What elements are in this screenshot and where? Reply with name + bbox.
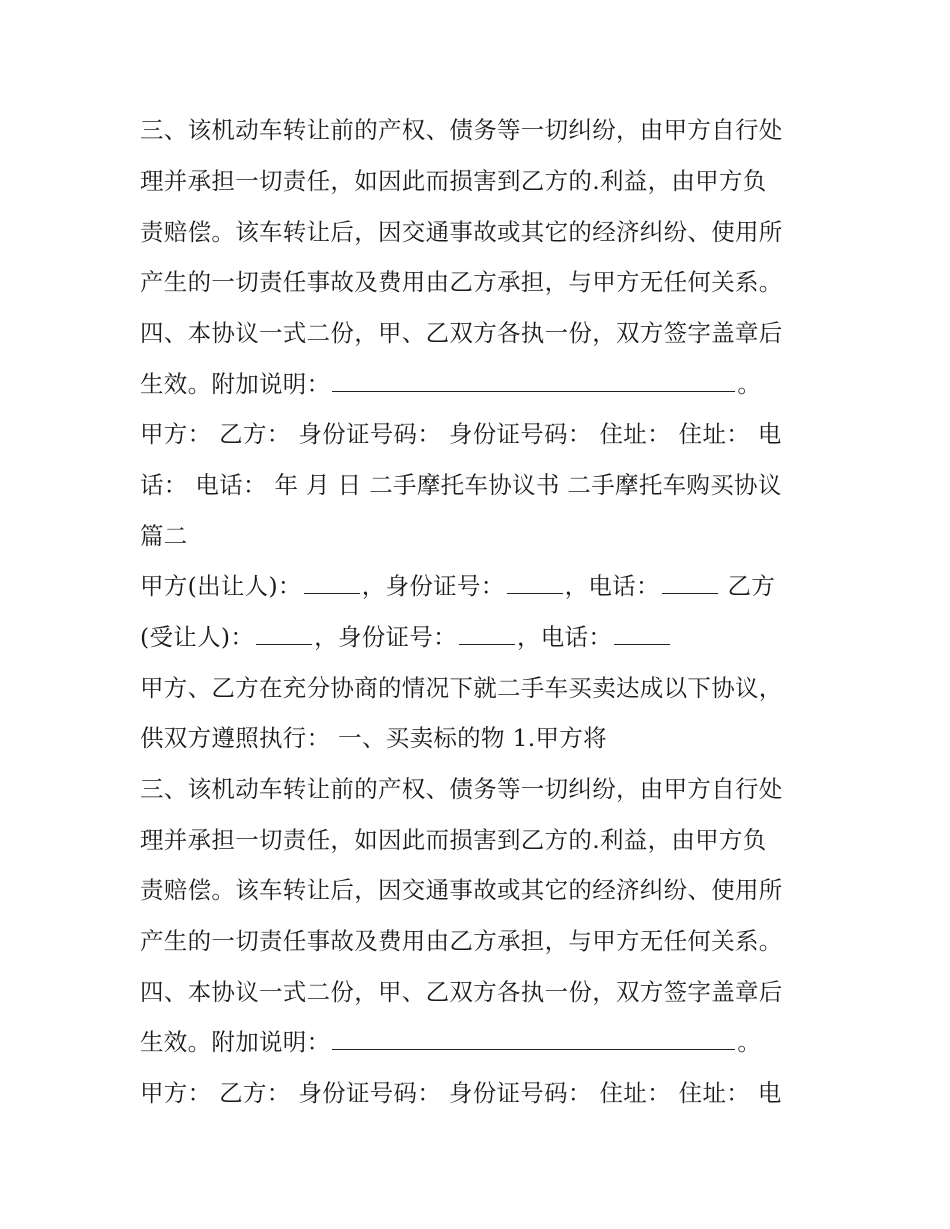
buyer-info-line bbox=[140, 617, 820, 657]
additional-notes-blank[interactable] bbox=[332, 1023, 735, 1050]
signature-fields-line-1: 甲方： 乙方： 身份证号码： 身份证号码： 住址： 住址： 电 bbox=[140, 420, 782, 448]
additional-notes-period: 。 bbox=[737, 370, 762, 398]
agreement-intro-line-1: 甲方、乙方在充分协商的情况下就二手车买卖达成以下协议， bbox=[140, 674, 783, 702]
clause-3-repeat-line-1: 三、该机动车转让前的产权、债务等一切纠纷，由甲方自行处 bbox=[140, 775, 783, 803]
seller-id-label: ，身份证号： bbox=[361, 572, 505, 600]
clause-4-line-1: 四、本协议一式二份，甲、乙双方各执一份，双方签字盖章后 bbox=[140, 319, 783, 347]
clause-3-repeat-line-2: 理并承担一切责任，如因此而损害到乙方的.利益，由甲方负 bbox=[140, 826, 767, 854]
seller-name-blank[interactable] bbox=[304, 567, 360, 594]
section-heading-part-2: 篇二 bbox=[140, 522, 188, 550]
seller-info-line bbox=[140, 566, 820, 606]
buyer-label: (受让人)： bbox=[140, 623, 255, 651]
seller-phone-blank[interactable] bbox=[662, 567, 718, 594]
clause-3-repeat-line-3: 责赔偿。该车转让后，因交通事故或其它的经济纠纷、使用所 bbox=[140, 876, 783, 904]
buyer-phone-blank[interactable] bbox=[614, 618, 670, 645]
additional-notes-label: 生效。附加说明： bbox=[140, 370, 331, 398]
clause-4-repeat-line-1: 四、本协议一式二份，甲、乙双方各执一份，双方签字盖章后 bbox=[140, 978, 783, 1006]
buyer-id-label: ，身份证号： bbox=[314, 623, 457, 651]
seller-phone-label: ，电话： bbox=[564, 572, 660, 600]
signature-fields-repeat-line: 甲方： 乙方： 身份证号码： 身份证号码： 住址： 住址： 电 bbox=[140, 1079, 782, 1107]
buyer-id-blank[interactable] bbox=[459, 618, 515, 645]
seller-id-blank[interactable] bbox=[507, 567, 563, 594]
buyer-name-blank[interactable] bbox=[256, 618, 312, 645]
additional-notes-label: 生效。附加说明： bbox=[140, 1028, 331, 1056]
signature-fields-line-2: 话： 电话： 年 月 日 二手摩托车协议书 二手摩托车购买协议 bbox=[140, 471, 782, 499]
clause-3-repeat-line-4: 产生的一切责任事故及费用由乙方承担，与甲方无任何关系。 bbox=[140, 927, 783, 955]
buyer-phone-label: ，电话： bbox=[516, 623, 613, 651]
agreement-intro-line-2: 供双方遵照执行： 一、买卖标的物 1.甲方将 bbox=[140, 724, 607, 752]
seller-label: 甲方(出让人)： bbox=[140, 572, 302, 600]
clause-3-line-2: 理并承担一切责任，如因此而损害到乙方的.利益，由甲方负 bbox=[140, 167, 767, 195]
additional-notes-period: 。 bbox=[737, 1028, 762, 1056]
clause-3-line-1: 三、该机动车转让前的产权、债务等一切纠纷，由甲方自行处 bbox=[140, 116, 783, 144]
additional-notes-line bbox=[140, 364, 820, 404]
clause-3-line-4: 产生的一切责任事故及费用由乙方承担，与甲方无任何关系。 bbox=[140, 268, 783, 296]
additional-notes-blank[interactable] bbox=[332, 365, 735, 392]
additional-notes-repeat-line bbox=[140, 1022, 820, 1062]
clause-3-line-3: 责赔偿。该车转让后，因交通事故或其它的经济纠纷、使用所 bbox=[140, 218, 783, 246]
buyer-label-start: 乙方 bbox=[719, 572, 776, 600]
